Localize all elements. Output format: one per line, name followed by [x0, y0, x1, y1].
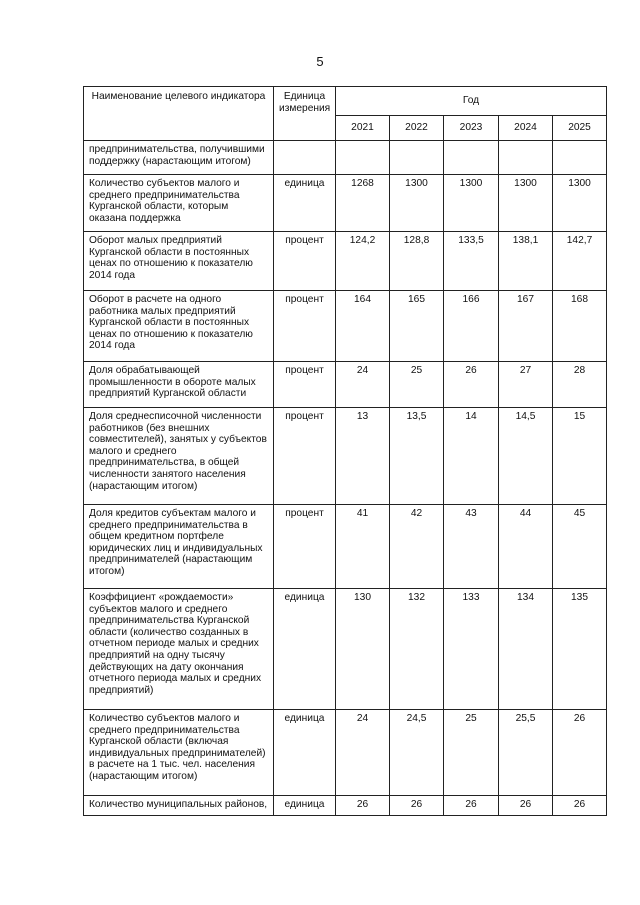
value-2024: 138,1	[499, 232, 553, 291]
table-row	[84, 291, 607, 362]
indicator-name: Доля обрабатывающей промышленности в обороте малых предприятий Курганской области	[84, 362, 274, 408]
indicator-unit: единица	[274, 175, 336, 232]
header-year-2023: 2023	[444, 116, 499, 141]
table-row	[84, 589, 607, 710]
value-2023: 43	[444, 505, 499, 589]
value-2023: 166	[444, 291, 499, 362]
value-2025: 26	[553, 710, 607, 796]
indicator-name: Количество субъектов малого и среднего предпринимательства Курганской области, которым оказана поддержка	[84, 175, 274, 232]
value-2022: 132	[390, 589, 444, 710]
value-2022: 165	[390, 291, 444, 362]
indicator-unit: единица	[274, 589, 336, 710]
table-row	[84, 232, 607, 291]
value-2022: 25	[390, 362, 444, 408]
table-row	[84, 408, 607, 505]
value-2024: 25,5	[499, 710, 553, 796]
value-2023: 25	[444, 710, 499, 796]
value-2021: 130	[336, 589, 390, 710]
header-year-group: Год	[336, 87, 607, 116]
value-2024: 14,5	[499, 408, 553, 505]
indicator-name: Оборот в расчете на одного работника малых предприятий Курганской области в постоянных ценах по отношению к показателю 2014 года	[84, 291, 274, 362]
header-row-top	[84, 87, 607, 116]
value-2023: 14	[444, 408, 499, 505]
value-2023: 133	[444, 589, 499, 710]
header-unit: Единица измерения	[274, 87, 336, 141]
value-2024: 44	[499, 505, 553, 589]
value-2021: 1268	[336, 175, 390, 232]
value-2023: 1300	[444, 175, 499, 232]
header-year-2022: 2022	[390, 116, 444, 141]
value-2023: 26	[444, 362, 499, 408]
indicator-name: предпринимательства, получившими поддержку (нарастающим итогом)	[84, 141, 274, 175]
value-2023	[444, 141, 499, 175]
indicator-unit	[274, 141, 336, 175]
value-2022: 42	[390, 505, 444, 589]
value-2021: 24	[336, 710, 390, 796]
value-2024: 27	[499, 362, 553, 408]
value-2022: 24,5	[390, 710, 444, 796]
indicator-unit: единица	[274, 710, 336, 796]
indicator-name: Доля кредитов субъектам малого и среднего предпринимательства в общем кредитном портфеле юридических лиц и индивидуальных предпринимателей (нарастающим итогом)	[84, 505, 274, 589]
value-2024: 134	[499, 589, 553, 710]
header-year-2025: 2025	[553, 116, 607, 141]
value-2024	[499, 141, 553, 175]
value-2025: 168	[553, 291, 607, 362]
value-2024: 1300	[499, 175, 553, 232]
table-row	[84, 796, 607, 816]
indicator-name: Оборот малых предприятий Курганской области в постоянных ценах по отношению к показателю 2014 года	[84, 232, 274, 291]
value-2022: 128,8	[390, 232, 444, 291]
indicators-table	[83, 86, 607, 816]
value-2021: 164	[336, 291, 390, 362]
indicator-name: Доля среднесписочной численности работников (без внешних совместителей), занятых у субъектов малого и среднего предпринимательства, в общей численности занятого населения (нарастающим итогом)	[84, 408, 274, 505]
table-row	[84, 141, 607, 175]
value-2021: 124,2	[336, 232, 390, 291]
value-2024: 167	[499, 291, 553, 362]
indicator-name: Количество муниципальных районов,	[84, 796, 274, 816]
value-2022: 1300	[390, 175, 444, 232]
indicator-name: Коэффициент «рождаемости» субъектов малого и среднего предпринимательства Курганской области (количество созданных в отчетном периоде малых и средних предприятий на одну тысячу действующих на дату окончания отчетного периода малых и средних предприятий)	[84, 589, 274, 710]
value-2024: 26	[499, 796, 553, 816]
value-2023: 26	[444, 796, 499, 816]
table-row	[84, 710, 607, 796]
value-2025: 135	[553, 589, 607, 710]
value-2022: 26	[390, 796, 444, 816]
value-2022: 13,5	[390, 408, 444, 505]
table-row	[84, 505, 607, 589]
value-2025: 28	[553, 362, 607, 408]
value-2021: 41	[336, 505, 390, 589]
value-2021	[336, 141, 390, 175]
page-number: 5	[316, 54, 324, 69]
indicator-unit: процент	[274, 408, 336, 505]
value-2021: 26	[336, 796, 390, 816]
value-2025: 1300	[553, 175, 607, 232]
table-row	[84, 175, 607, 232]
header-year-2024: 2024	[499, 116, 553, 141]
indicator-name: Количество субъектов малого и среднего предпринимательства Курганской области (включая индивидуальных предпринимателей) в расчете на 1 тыс. чел. населения (нарастающим итогом)	[84, 710, 274, 796]
value-2021: 13	[336, 408, 390, 505]
indicator-unit: процент	[274, 505, 336, 589]
table-row	[84, 362, 607, 408]
value-2021: 24	[336, 362, 390, 408]
header-year-2021: 2021	[336, 116, 390, 141]
value-2025: 142,7	[553, 232, 607, 291]
indicator-unit: процент	[274, 362, 336, 408]
value-2025: 15	[553, 408, 607, 505]
value-2025	[553, 141, 607, 175]
value-2025: 26	[553, 796, 607, 816]
value-2025: 45	[553, 505, 607, 589]
indicator-unit: процент	[274, 232, 336, 291]
value-2023: 133,5	[444, 232, 499, 291]
value-2022	[390, 141, 444, 175]
indicator-unit: процент	[274, 291, 336, 362]
indicator-unit: единица	[274, 796, 336, 816]
header-indicator-name: Наименование целевого индикатора	[84, 87, 274, 141]
